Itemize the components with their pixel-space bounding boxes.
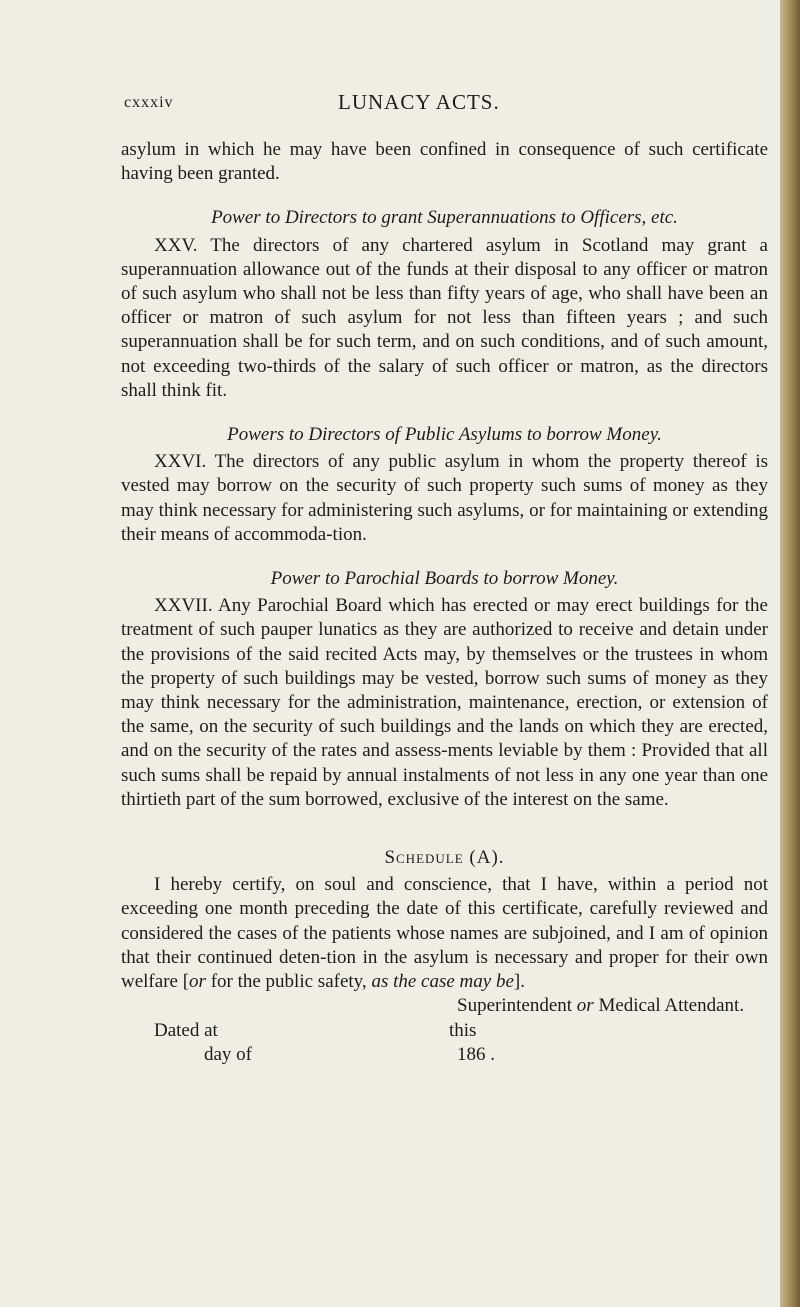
page-number: cxxxiv [124, 94, 174, 111]
schedule-certificate-text: I hereby certify, on soul and conscience, that I have, within a period not exceeding one month preceding the date of this certificate, carefully reviewed and considered the cases of the patients whose names are subjoined, and I am of opinion that their continued deten-tion in the asylum is necessary and proper for their own welfare [or for the public safety, as the case may be]. [121, 874, 768, 993]
section-xxv: XXV. The directors of any chartered asylum in Scotland may grant a superannuation allowance out of the funds at their disposal to any officer or matron of such asylum who shall not be less than fifty years of age, who shall have been an officer or matron of such asylum for not less than fifteen years ; and such superannuation shall be for such term, and on such conditions, and of such amount, not exceeding two-thirds of the salary of such officer or matron, as the directors shall think fit. [121, 234, 768, 401]
section-xxvii: XXVII. Any Parochial Board which has erected or may erect buildings for the treatment of such pauper lunatics as they are authorized to receive and detain under the provisions of the said recited Acts may, by themselves or the trustees in whom the property of such buildings may be vested, borrow such sums of money as they may think necessary for the administration, maintenance, erection, or extension of the same, on the security of such buildings and the lands on which they are erected, and on the security of the rates and assess-ments leviable by them : Provided that all such sums shall be repaid by annual instalments of not less in any one year than one thirtieth part of the sum borrowed, exclusive of the interest on the same. [121, 595, 768, 810]
dated-at-label: Dated at [154, 1019, 218, 1041]
this-label: this [449, 1019, 477, 1041]
section-xxvi: XXVI. The directors of any public asylum in whom the property thereof is vested may borrow on the security of such property such sums of money as they may think necessary for administering such asylums, or for maintaining or extending their means of accommoda-tion. [121, 451, 768, 545]
section-heading-xxv: Power to Directors to grant Superannuations to Officers, etc. [211, 207, 678, 229]
day-line [121, 1043, 768, 1067]
page-edge [780, 0, 800, 1307]
signature-line: Superintendent or Medical Attendant. [457, 995, 745, 1017]
running-head [121, 90, 768, 114]
body-text [121, 138, 768, 1067]
day-of-label: day of [204, 1043, 253, 1065]
section-heading-xxvi: Powers to Directors of Public Asylums to borrow Money. [227, 424, 662, 446]
schedule-heading: Schedule (A). [384, 847, 505, 869]
running-title: LUNACY ACTS. [338, 90, 500, 114]
opening-paragraph: asylum in which he may have been confined in consequence of such certificate having been granted. [121, 139, 768, 185]
dated-line [121, 1019, 768, 1043]
section-heading-xxvii: Power to Parochial Boards to borrow Money. [270, 568, 619, 590]
year-label: 186 . [457, 1043, 495, 1065]
